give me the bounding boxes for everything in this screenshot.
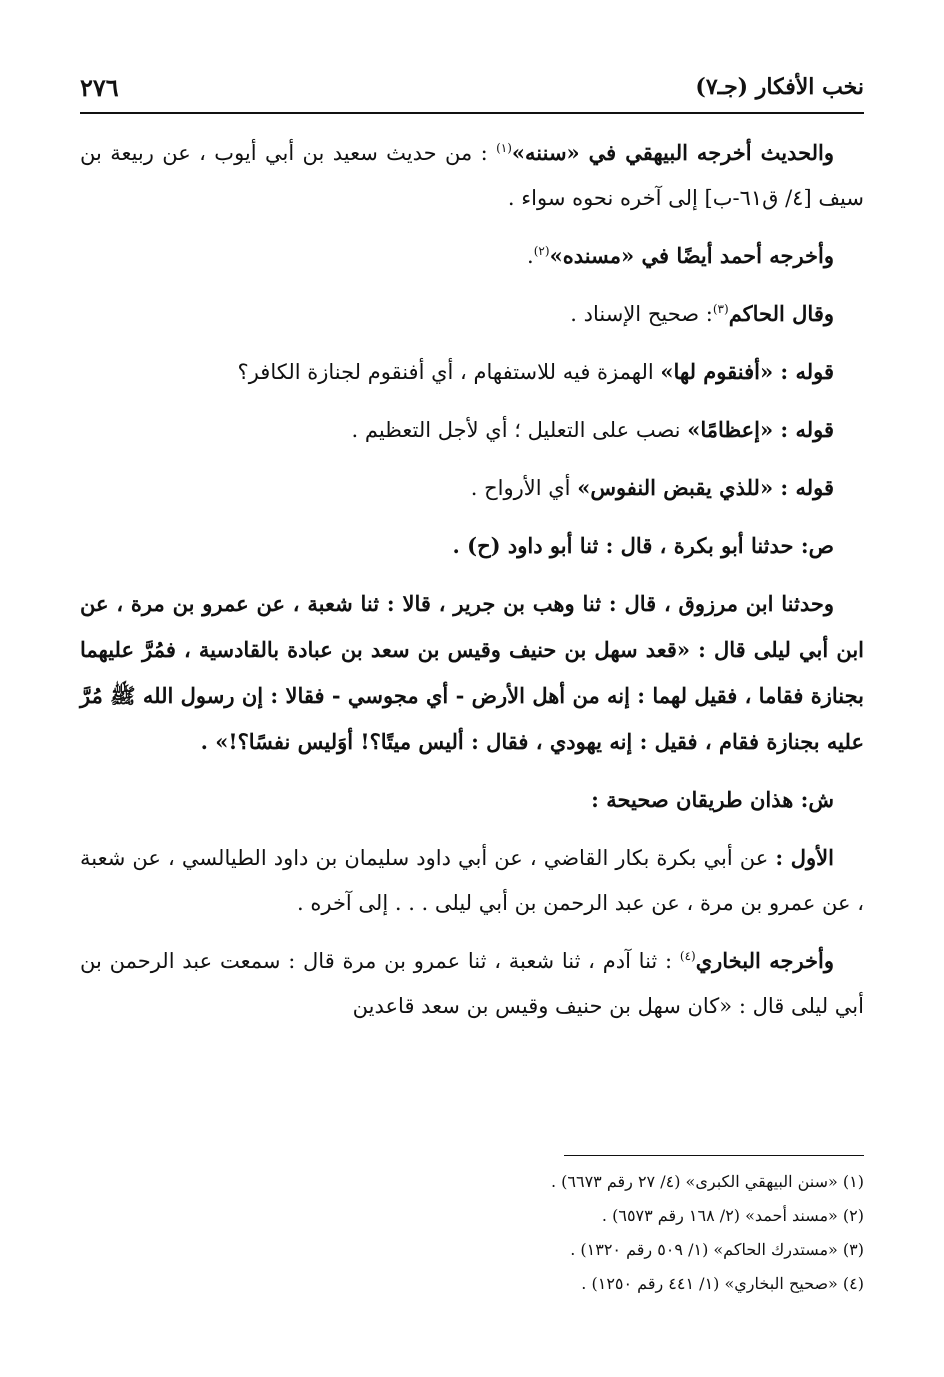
book-page — [80, 60, 864, 1350]
footnote-rule — [564, 1155, 864, 1156]
book-title: نخب الأفكار (جـ٧) — [695, 74, 864, 100]
running-head — [80, 70, 864, 104]
footnote-4: (٤) «صحيح البخاري» (١/ ٤٤١ رقم ١٢٥٠) . — [581, 1274, 864, 1293]
paragraph-6: قوله : «للذي يقبض النفوس» أي الأرواح . — [470, 475, 834, 500]
paragraph-4: قوله : «أفنقوم لها» الهمزة فيه للاستفهام ، أي أفنقوم لجنازة الكافر؟ — [237, 359, 834, 384]
paragraph-3: وقال الحاكم$^{(٣)}$: صحيح الإسناد . — [570, 301, 834, 326]
body-text — [80, 130, 864, 1041]
paragraph-2: وأخرجه أحمد أيضًا في «مسنده»$^{(٢)}$. — [527, 243, 834, 268]
paragraph-5: قوله : «إعظامًا» نصب على التعليل ؛ أي لأجل التعظيم . — [351, 417, 834, 442]
page-number: ٢٧٦ — [80, 72, 119, 102]
paragraph-10: الأول : عن أبي بكرة بكار القاضي ، عن أبي داود سليمان بن داود الطيالسي ، عن شعبة ، عن عمرو بن مرة ، عن عبد الرحمن بن أبي ليلى . . . إلى آخره . — [80, 845, 864, 915]
paragraph-9: ش: هذان طريقان صحيحة : — [591, 787, 834, 812]
paragraph-8: وحدثنا ابن مرزوق ، قال : ثنا وهب بن جرير ، قالا : ثنا شعبة ، عن عمرو بن مرة ، عن ابن أبي ليلى قال : «قعد سهل بن حنيف وقيس بن سعد بن عبادة بالقادسية ، فمُرَّ عليهما بجنازة فقاما ، فقيل لهما : إنه من أهل الأرض - أي مجوسي - فقالا : إن رسول الله ﷺ مُرَّ عليه بجنازة فقام ، فقيل : إنه يهودي ، فقال : أليس ميتًا؟! أوَليس نفسًا؟!» . — [80, 591, 864, 754]
footnotes — [80, 1165, 864, 1301]
footnote-1: (١) «سنن البيهقي الكبرى» (٤/ ٢٧ رقم ٦٦٧٣) . — [550, 1172, 864, 1191]
paragraph-11: وأخرجه البخاري$^{(٤)}$ : ثنا آدم ، ثنا شعبة ، ثنا عمرو بن مرة قال : سمعت عبد الرحمن بن أبي ليلى قال : «كان سهل بن حنيف وقيس بن سعد قاعدين — [80, 948, 864, 1018]
footnote-3: (٣) «مستدرك الحاكم» (١/ ٥٠٩ رقم ١٣٢٠) . — [570, 1240, 864, 1259]
header-rule — [80, 112, 864, 114]
footnote-2: (٢) «مسند أحمد» (٢/ ١٦٨ رقم ٦٥٧٣) . — [601, 1206, 864, 1225]
paragraph-7: ص: حدثنا أبو بكرة ، قال : ثنا أبو داود (ح) . — [452, 533, 834, 558]
paragraph-1: والحديث أخرجه البيهقي في «سننه»$^{(١)}$ : من حديث سعيد بن أبي أيوب ، عن ربيعة بن سيف [٤/ ق٦١-ب] إلى آخره نحوه سواء . — [80, 140, 864, 210]
